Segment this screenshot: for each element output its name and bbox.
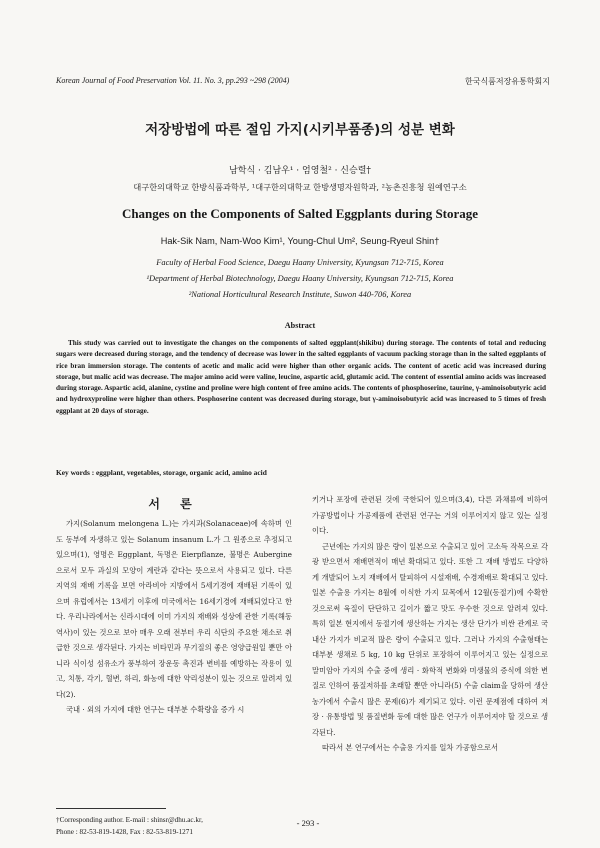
english-affiliation-3: ²National Horticultural Research Institute, Suwon 440-706, Korea: [188, 290, 412, 299]
paragraph: 키거나 포장에 관련된 것에 국한되어 있으며(3,4), 다른 과채류에 비하여 가공방법이나 가공제품에 관련된 연구는 거의 이루어지지 않고 있는 실정이다.: [312, 495, 548, 535]
english-affiliation-2: ¹Department of Herbal Biotechnology, Daegu Haany University, Kyungsan 712-715, Korea: [146, 274, 454, 283]
korean-affiliations: 대구한의대학교 한방식품과학부, ¹대구한의대학교 한방생명자원학과, ²농촌진흥청 원예연구소: [133, 182, 467, 192]
journal-header: Korean Journal of Food Preservation Vol. 11. No. 3, pp.293 ~298 (2004): [56, 76, 290, 85]
paragraph: 국내 · 외의 가지에 대한 연구는 대부분 수확량을 증가 시: [66, 705, 245, 714]
keywords: Key words : eggplant, vegetables, storage, organic acid, amino acid: [56, 468, 267, 477]
left-column: [56, 516, 292, 718]
paragraph: 따라서 본 연구에서는 수출용 가지를 일차 가공함으로서: [322, 743, 499, 752]
paragraph: 근년에는 가지의 많은 량이 일본으로 수출되고 있어 고소득 작목으로 각광 받으면서 재배면적이 매년 확대되고 있다. 또한 그 재배 방법도 다양하게 개발되어 노지 재배에서 탈피하여 시설재배, 수경재배로 확대되고 있다. 일본 수출용 가지는 8월에 이식한 가지 묘목에서 12월(동절기)에 수확한 것으로써 육질이 단단하고 길이가 짧고 맛도 우수한 것으로 알려져 있다. 특히 일본 현지에서 동절기에 생산하는 가지는 생산 단가가 비싼 관계로 국내산 가지가 비교적 많은 량이 수출되고 있다. 그러나 가지의 수출형태는 대부분 생채로 5 kg, 10 kg 단위로 포장하여 이루어지고 있는 실정으로 말미암아 가지의 수출 중에 생리 · 화학적 변화와 미생물의 증식에 의한 변질로 인하여 품질저하를 초래할 뿐만 아니라(5) 수출 claim을 당하여 생산 농가에서 수출시 많은 문제(6)가 제기되고 있다. 이런 문제점에 대하여 저장 · 유통방법 및 품질변화 등에 대한 많은 연구가 이루어져야 할 것으로 생각된다.: [312, 541, 548, 737]
english-affiliation-1: Faculty of Herbal Food Science, Daegu Haany University, Kyungsan 712-715, Korea: [156, 258, 444, 267]
paragraph: 가지(Solanum melongena L.)는 가지과(Solanaceae)에 속하며 인도 동부에 자생하고 있는 Solanum insanum L.가 그 원종으로 추정되고 있으며(1), 영명은 Eggplant, 독명은 Eierpflanze, 불명은 Aubergine으로서 모두 과실의 모양이 계란과 같다는 뜻으로서 사용되고 있다. 다른 지역의 재배 기록을 보면 아라비아 지방에서 5세기경에 재배된 기록이 있으며 유럽에서는 13세기 이후에 미국에서는 16세기경에 재배되었다고 한다. 우리나라에서는 신라시대에 이미 가지의 재배와 성상에 관한 기록(해동역사)이 있는 것으로 보아 매우 오래 전부터 우리 식단의 주요한 채소로 취급한 것으로 생각된다. 가지는 비타민과 무기질의 좋은 영양급원일 뿐만 아니라 식이성 섬유소가 풍부하여 장운동 촉진과 변비를 예방하는 작용이 있고, 치통, 각기, 혈변, 하리, 화농에 대한 약리성분이 있는 것으로 알려져 있다(2).: [56, 519, 292, 699]
page-number-text: - 293 -: [296, 818, 320, 828]
abstract-text: This study was carried out to investigate the changes on the components of salted eggplant(shikibu) during storage. The contents of total and reducing sugars were decreased during storage, and the tendency of decrease was lower in the salted eggplants of vacuum packing storage than in the salted eggplants of rice bran immersion storage. The contents of acetic and malic acid were higher than other organic acids. The content of acetic acid was increased during storage, but malic acid was decrease. The major amino acid were valine, leucine, aspartic acid, glutamic acid. The content of essential amino acids was increased during storage. Aspartic acid, alanine, cystine and proline were high content of free amino acids. The contents of phosphoserine, taurine, γ-aminoisobutyric acid and hydroxyproline were higher than others. Posphoserine content was decreased during storage, but γ-aminoisobutyric acid was increased to 5 times of fresh eggplant at 20 days of storage.: [56, 339, 546, 415]
english-title: Changes on the Components of Salted Eggplants during Storage: [121, 206, 479, 221]
footnote-rule: [56, 808, 166, 809]
footnote-line: †Corresponding author. E-mail : shinsr@dhu.ac.kr,: [56, 816, 203, 824]
footnote-line: Phone : 82-53-819-1428, Fax : 82-53-819-1271: [56, 828, 193, 836]
korean-title: 저장방법에 따른 절임 가지(시키부품종)의 성분 변화: [145, 122, 455, 138]
korean-authors: 남학식 · 김남우¹ · 엄영철² · 신승렬†: [229, 166, 371, 176]
right-column: [312, 492, 548, 756]
society-header: 한국식품저장유통학회지: [464, 77, 550, 86]
abstract-heading: Abstract: [284, 321, 316, 330]
english-authors: Hak-Sik Nam, Nam-Woo Kim¹, Young-Chul Um², Seung-Ryeul Shin†: [160, 236, 440, 246]
page-number: [0, 818, 600, 828]
section-heading-introduction: 서 론: [148, 497, 200, 511]
